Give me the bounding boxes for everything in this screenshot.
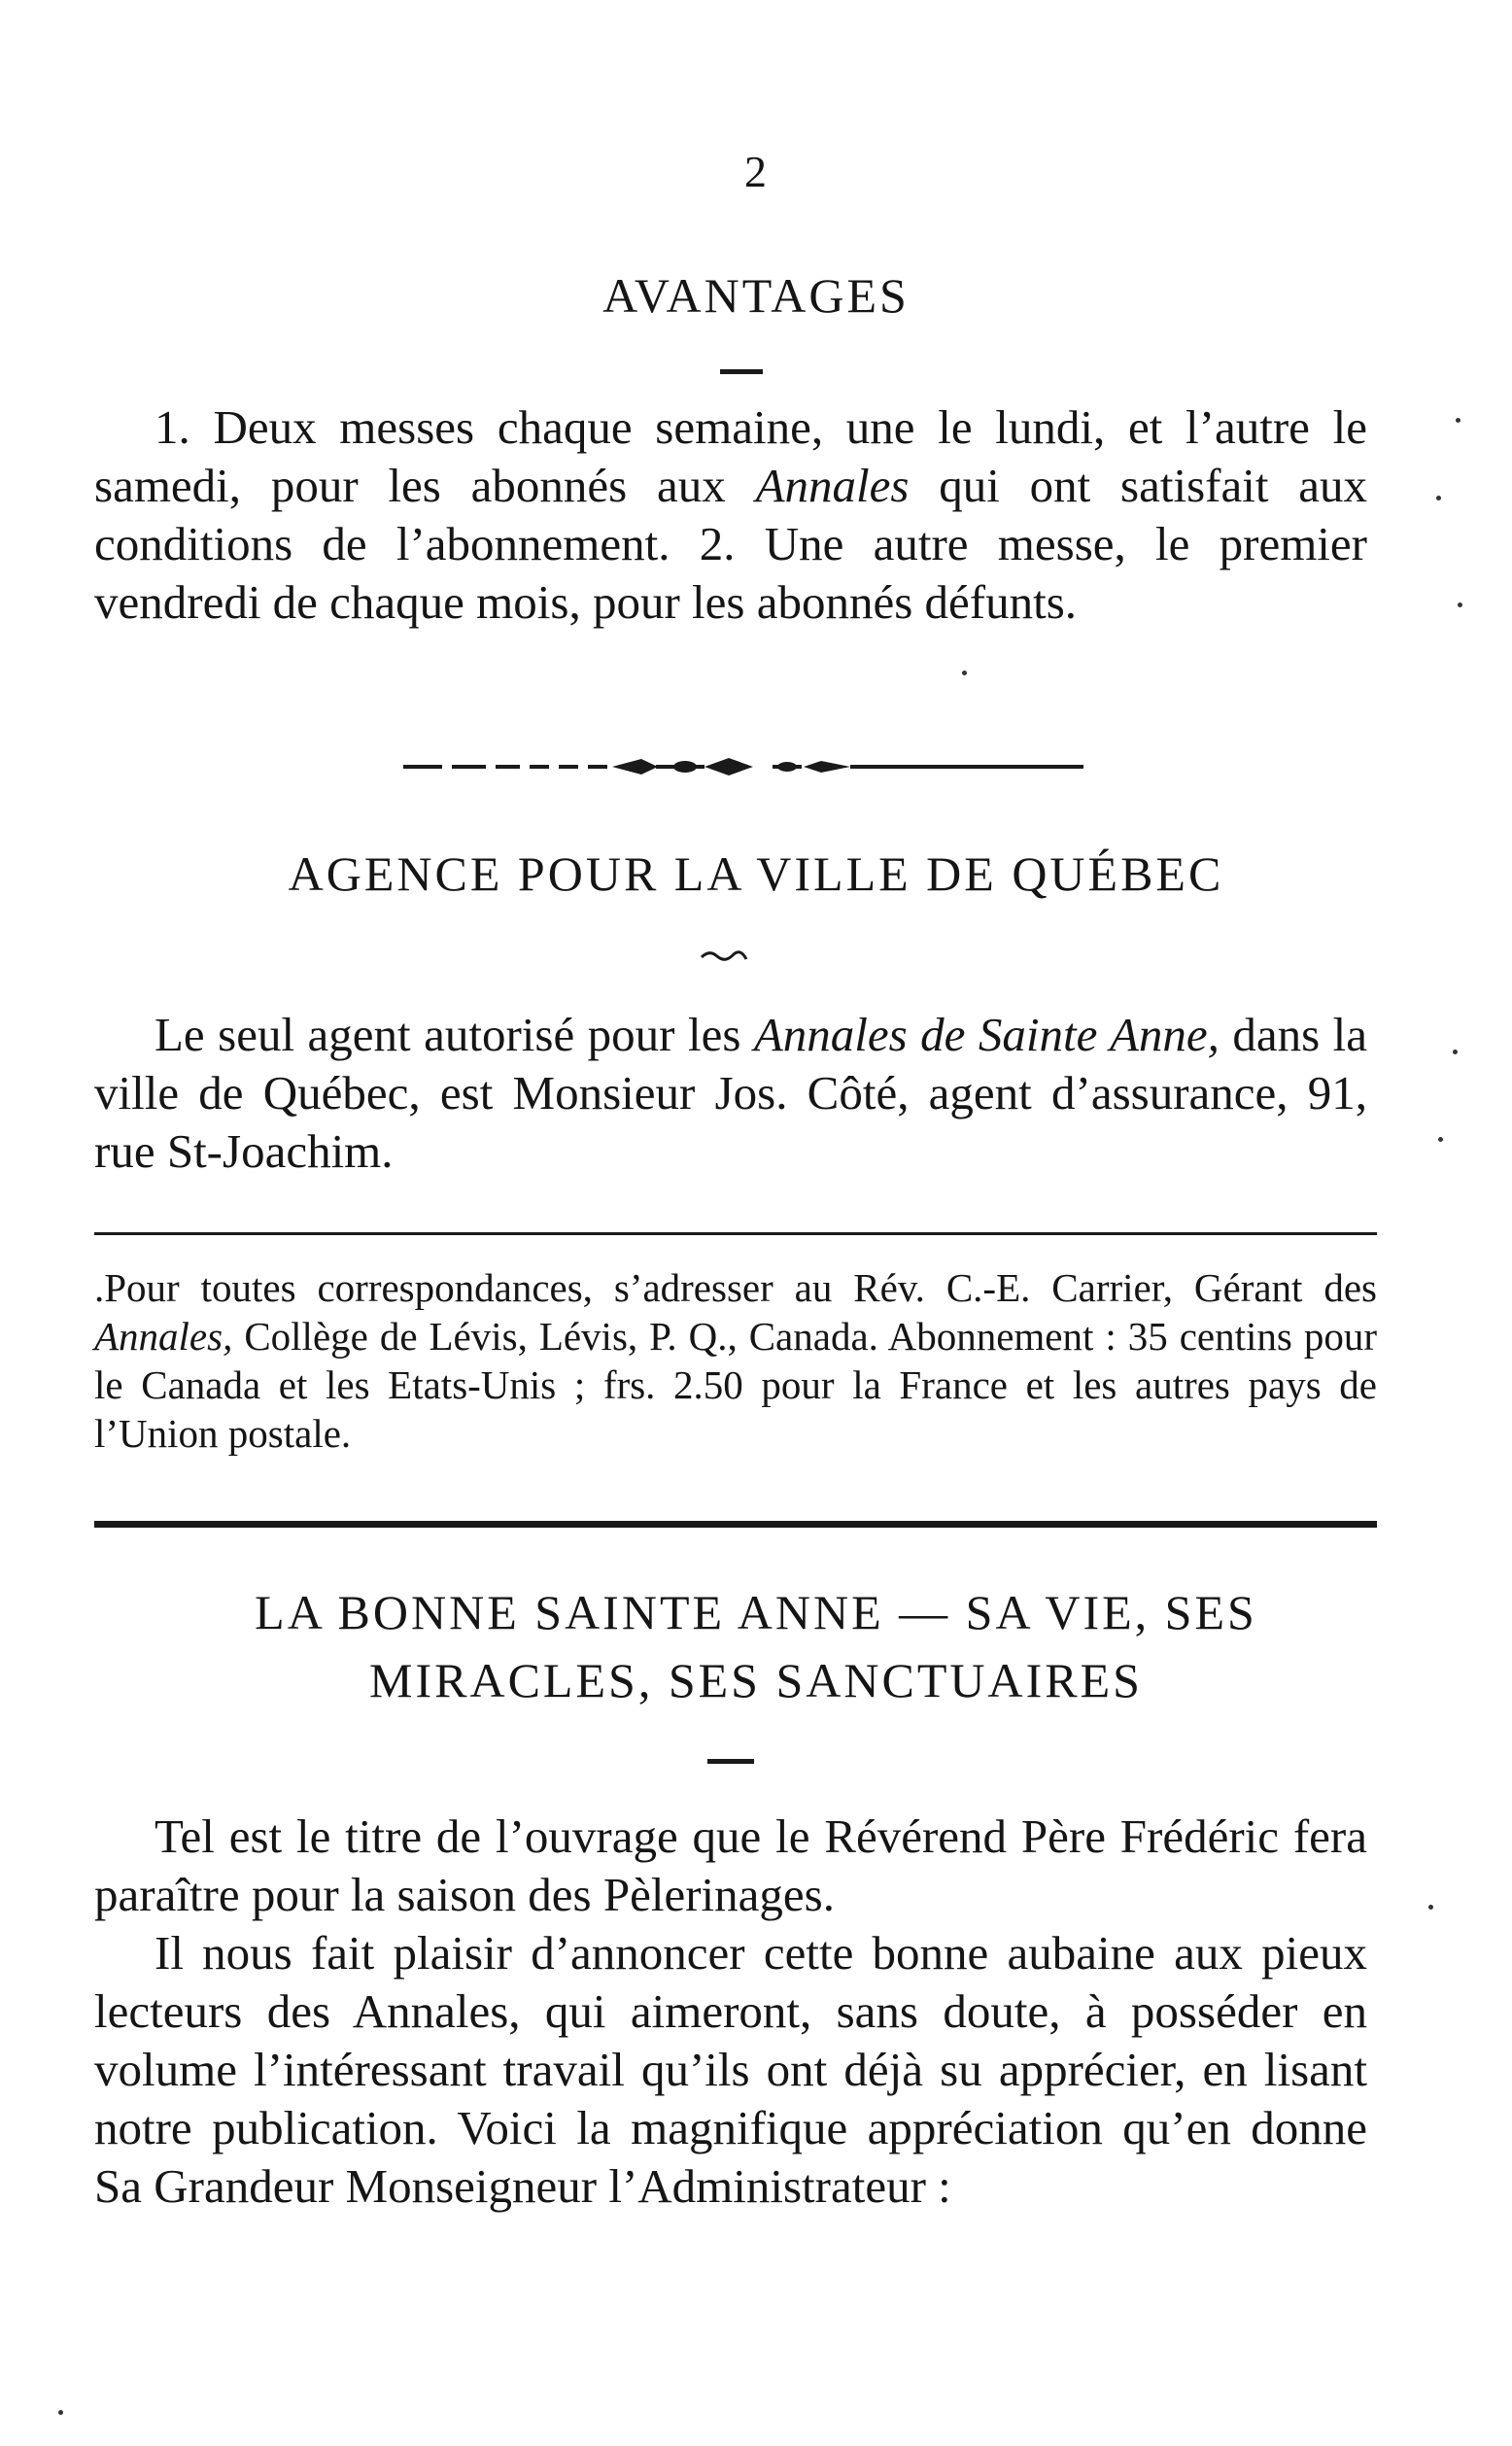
print-speck (1438, 1137, 1443, 1142)
annales-italic: Annales, (94, 1314, 233, 1359)
section-title-line2: MIRACLES, SES SANCTUAIRES (369, 1653, 1143, 1707)
notice-text-end: Collège de Lévis, Lévis, P. Q., Canada. Abonnement : 35 centins pour le Canada et les Etats-Unis ; frs. 2.50 pour la France et les autres pays de l’Union postale. (94, 1314, 1377, 1456)
avantages-text-start: 1. Deux messes chaque semaine, une le lundi, et l’autre le samedi, pour les abonnés aux (94, 400, 1367, 512)
print-speck (1453, 1050, 1458, 1054)
section-title-agence: AGENCE POUR LA VILLE DE QUÉBEC (288, 846, 1224, 901)
agence-text-end: dans la ville de Québec, est Monsieur Jos. Côté, agent d’assurance, 91, rue St-Joachim. (94, 1008, 1367, 1178)
page-number: 2 (744, 147, 768, 196)
ouvrage-paragraph-1 (94, 1808, 1367, 1924)
ouvrage-text-1: Tel est le titre de l’ouvrage que le Révérend Père Frédéric fera paraître pour la saison des Pèlerinages. (94, 1809, 1367, 1921)
ouvrage-paragraph-2 (94, 1924, 1367, 2216)
title-dash (720, 369, 763, 374)
agence-text-start: Le seul agent autorisé pour les (155, 1008, 754, 1061)
thick-rule (94, 1521, 1377, 1528)
avantages-paragraph (94, 398, 1367, 632)
ornamental-divider (403, 753, 1103, 780)
avantages-text-end: qui ont satisfait aux conditions de l’abonnement. 2. Une autre messe, le premier vendredi de chaque mois, pour les abonnés défunts. (94, 459, 1368, 629)
notice-paragraph (94, 1263, 1377, 1458)
title-dash (707, 1759, 754, 1764)
notice-text-start: .Pour toutes correspondances, s’adresser au Rév. C.-E. Carrier, Gérant des (94, 1265, 1377, 1310)
print-speck (1458, 603, 1462, 607)
annales-italic: Annales (755, 459, 910, 512)
title-squiggle (700, 947, 748, 963)
print-speck (1428, 1905, 1433, 1910)
print-speck (962, 671, 967, 675)
print-speck (1456, 418, 1460, 423)
print-speck (58, 2410, 63, 2415)
print-speck (1436, 496, 1441, 500)
section-title-avantages: AVANTAGES (602, 268, 910, 323)
annales-sainte-anne-italic: Annales de Sainte Anne, (753, 1008, 1220, 1061)
agence-paragraph (94, 1006, 1367, 1181)
ouvrage-text-2: Il nous fait plaisir d’annoncer cette bonne aubaine aux pieux lecteurs des Annales, qui aimeront, sans doute, à posséder en volume l’intéressant travail qu’ils ont déjà su apprécier, en lisant notre publication. Voici la magnifique appréciation qu’en donne Sa Grandeur Monseigneur l’Administrateur : (94, 1926, 1367, 2213)
thin-rule (94, 1232, 1377, 1235)
section-title-line1: LA BONNE SAINTE ANNE — SA VIE, SES (255, 1585, 1257, 1639)
